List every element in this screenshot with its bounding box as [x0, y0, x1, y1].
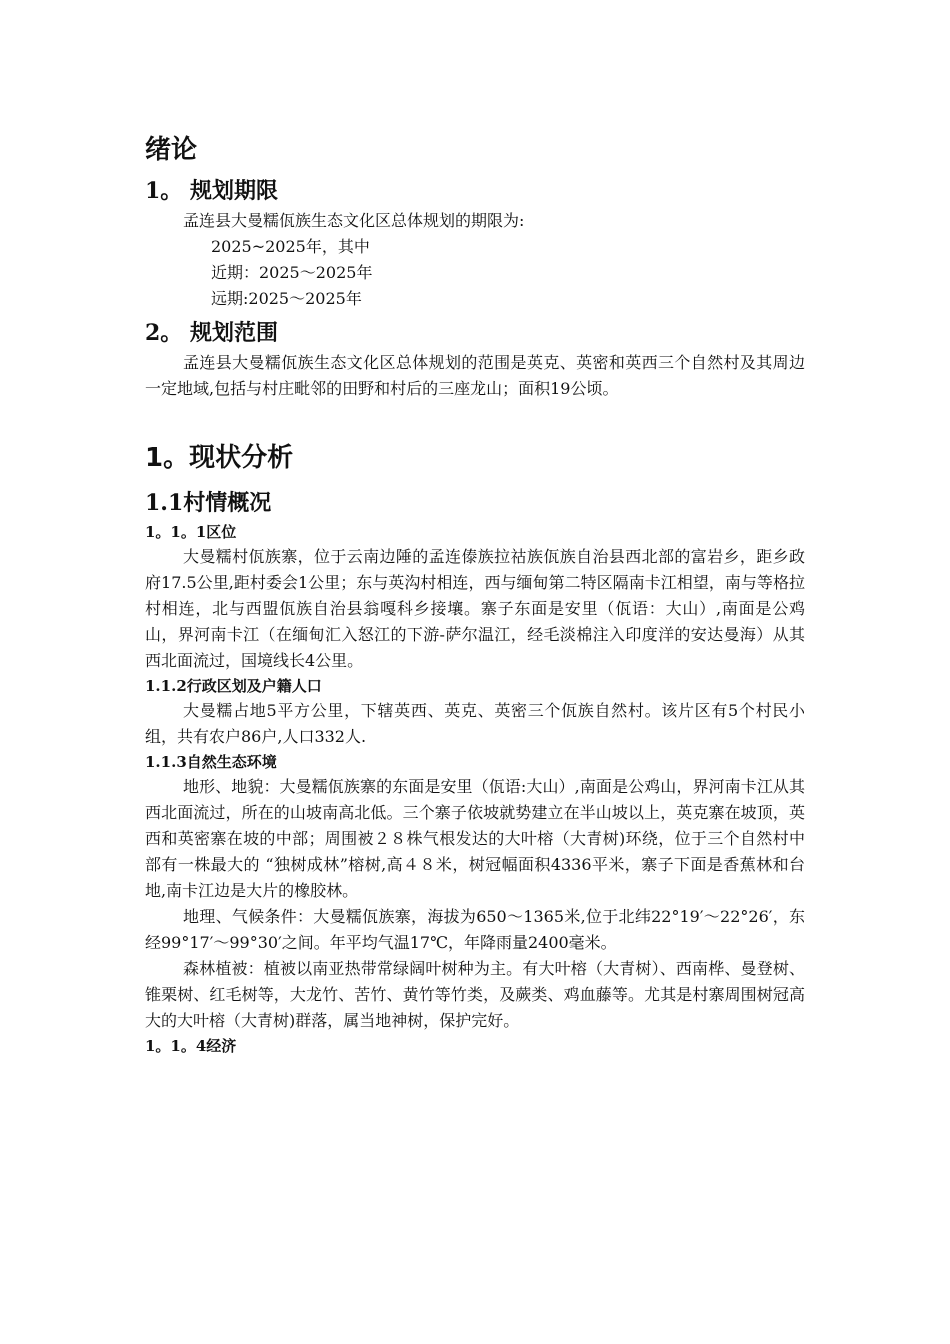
planning-period-heading: 1。 规划期限 — [145, 178, 278, 204]
planning-scope-paragraph: 孟连县大曼糯佤族生态文化区总体规划的范围是英克、英密和英西三个自然村及其周边一定地域,包括与村庄毗邻的田野和村后的三座龙山；面积19公顷。 — [145, 353, 805, 398]
village-overview-heading: 1.1村情概况 — [145, 490, 272, 516]
planning-scope-heading: 2。 规划范围 — [145, 320, 278, 346]
planning-period-far: 远期:2025～2025年 — [211, 289, 362, 308]
document-body — [145, 130, 805, 1058]
intro-heading: 绪论 — [145, 135, 198, 165]
location-heading: 1。1。1区位 — [145, 523, 237, 541]
administration-paragraph: 大曼糯占地5平方公里，下辖英西、英克、英密三个佤族自然村。该片区有5个村民小组，共有农户86户,人口332人. — [145, 701, 805, 746]
planning-period-intro: 孟连县大曼糯佤族生态文化区总体规划的期限为: — [183, 211, 525, 230]
climate-paragraph: 地理、气候条件：大曼糯佤族寨，海拔为650～1365米,位于北纬22°19′～22°26′，东经99°17′～99°30′之间。年平均气温17℃，年降雨量2400毫米。 — [145, 907, 805, 952]
terrain-paragraph: 地形、地貌：大曼糯佤族寨的东面是安里（佤语:大山）,南面是公鸡山，界河南卡江从其西北面流过，所在的山坡南高北低。三个寨子依坡就势建立在半山坡以上，英克寨在坡顶，英西和英密寨在坡的中部；周围被２８株气根发达的大叶榕（大青树)环绕，位于三个自然村中部有一株最大的 “独树成林”榕树,高４８米，树冠幅面积4336平米，寨子下面是香蕉林和台地,南卡江边是大片的橡胶林。 — [145, 777, 805, 900]
status-analysis-heading: 1。现状分析 — [145, 443, 294, 473]
administration-heading: 1.1.2行政区划及户籍人口 — [145, 677, 322, 695]
location-paragraph: 大曼糯村佤族寨，位于云南边陲的孟连傣族拉祜族佤族自治县西北部的富岩乡，距乡政府17.5公里,距村委会1公里；东与英沟村相连，西与缅甸第二特区隔南卡江相望，南与等格拉村相连，北与西盟佤族自治县翁嘎科乡接壤。寨子东面是安里（佤语：大山）,南面是公鸡山，界河南卡江（在缅甸汇入怒江的下游-萨尔温江，经毛淡棉注入印度洋的安达曼海）从其西北面流过，国境线长4公里。 — [145, 547, 805, 670]
environment-heading: 1.1.3自然生态环境 — [145, 753, 277, 771]
economy-heading: 1。1。4经济 — [145, 1037, 237, 1055]
planning-period-total: 2025~2025年，其中 — [211, 237, 370, 256]
vegetation-paragraph: 森林植被：植被以南亚热带常绿阔叶树种为主。有大叶榕（大青树）、西南桦、曼登树、锥栗树、红毛树等，大龙竹、苦竹、黄竹等竹类，及蕨类、鸡血藤等。尤其是村寨周围树冠高大的大叶榕（大青树)群落，属当地神树，保护完好。 — [145, 959, 805, 1030]
planning-period-near: 近期：2025～2025年 — [211, 263, 373, 282]
